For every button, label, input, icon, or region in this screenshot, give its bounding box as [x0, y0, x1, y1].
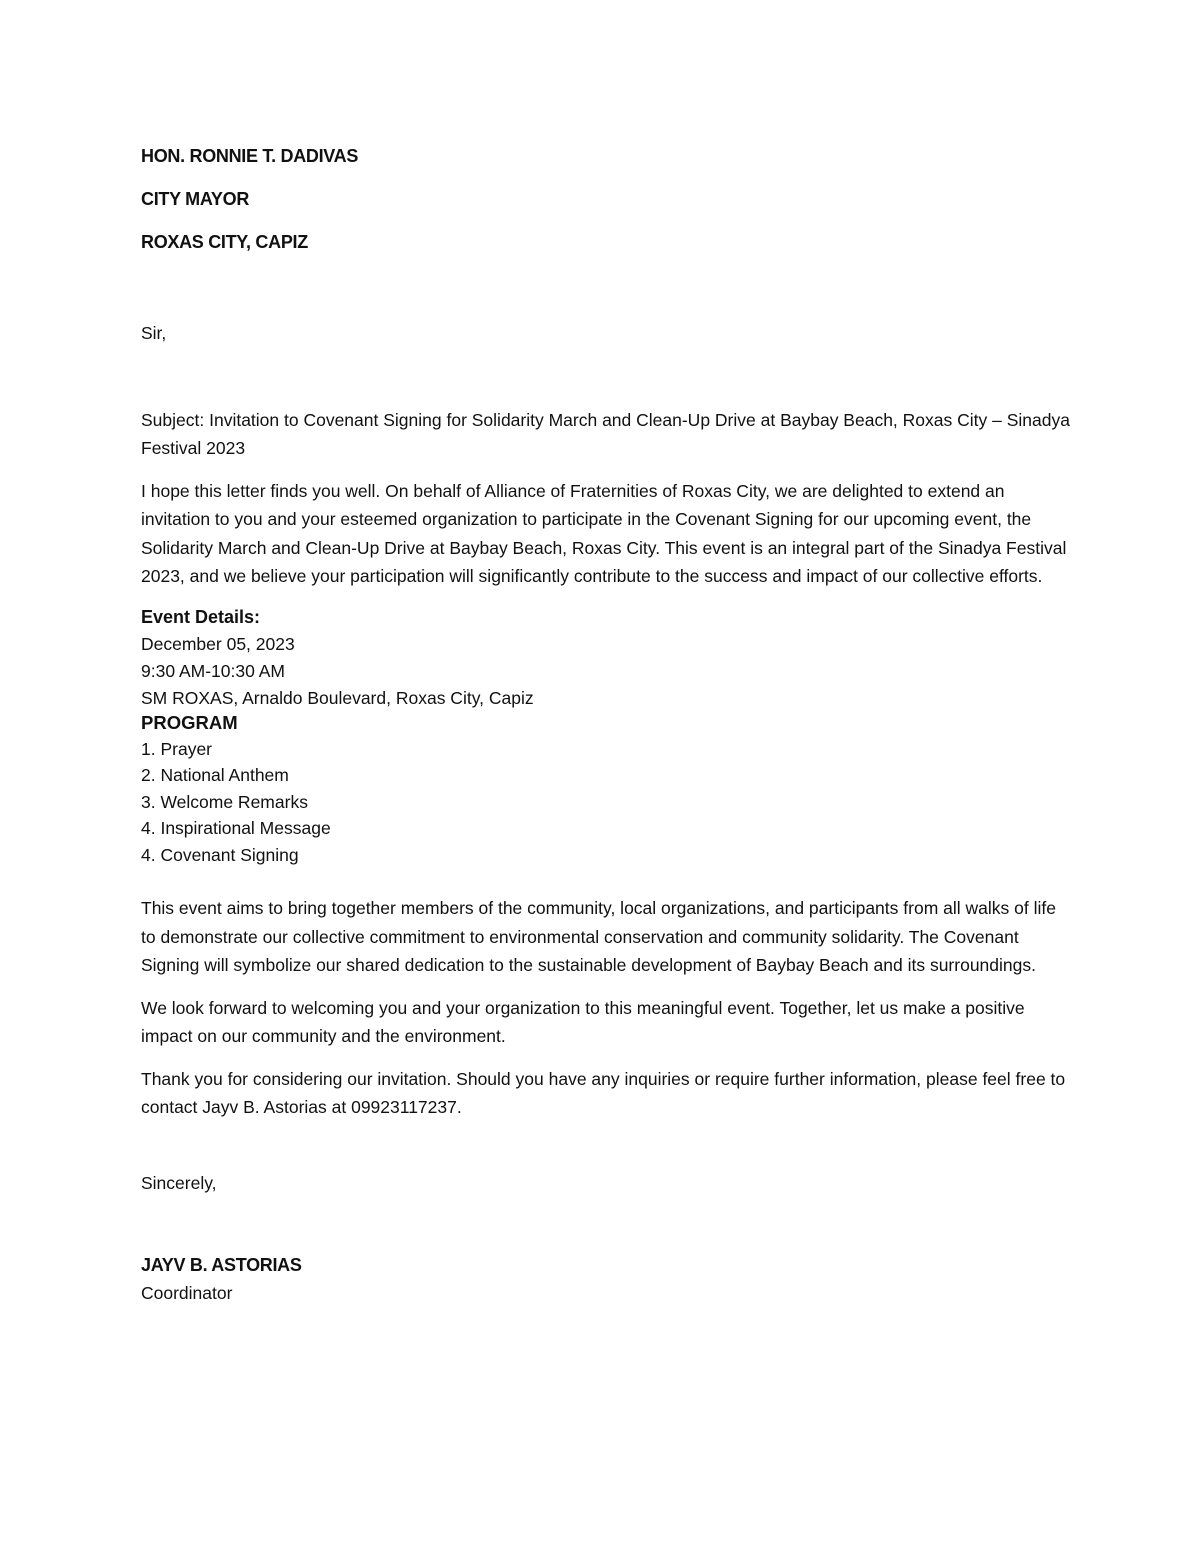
recipient-title: CITY MAYOR: [141, 189, 250, 209]
program-item: 2. National Anthem: [141, 765, 289, 785]
recipient-location: ROXAS CITY, CAPIZ: [141, 232, 308, 252]
event-details: [141, 603, 1071, 712]
program-section: [141, 710, 1071, 869]
program-item: 1. Prayer: [141, 738, 212, 759]
event-date: December 05, 2023: [141, 633, 295, 654]
signer-name: JAYV B. ASTORIAS: [141, 1255, 302, 1275]
subject-line: Subject: Invitation to Covenant Signing for Solidarity March and Clean-Up Drive at Baybay Beach, Roxas City – Sinadya Festival 2023: [141, 409, 1070, 458]
recipient-block: [141, 142, 1071, 256]
salutation: Sir,: [141, 323, 167, 343]
program-list: [141, 736, 1071, 869]
aims-paragraph: This event aims to bring together members of the community, local organizations, and participants from all walks of life to demonstrate our collective commitment to environmental conservation and community solidarity. The Covenant Signing will symbolize our shared dedication to the sustainable development of Baybay Beach and its surroundings.: [141, 898, 1056, 975]
look-forward-paragraph: We look forward to welcoming you and your organization to this meaningful event. Together, let us make a positive impact on our community and the environment.: [141, 997, 1025, 1046]
program-heading: PROGRAM: [141, 711, 238, 733]
letter-content: [141, 142, 1071, 1307]
program-item: 4. Inspirational Message: [141, 818, 331, 838]
signer-title: Coordinator: [141, 1283, 233, 1303]
program-item: 4. Covenant Signing: [141, 844, 299, 865]
event-time: 9:30 AM-10:30 AM: [141, 660, 285, 681]
event-details-heading: Event Details:: [141, 606, 261, 627]
program-item: 3. Welcome Remarks: [141, 791, 308, 812]
recipient-name: HON. RONNIE T. DADIVAS: [141, 146, 359, 166]
signature-block: [141, 1251, 1071, 1307]
event-venue: SM ROXAS, Arnaldo Boulevard, Roxas City, Capiz: [141, 687, 534, 708]
thanks-paragraph: Thank you for considering our invitation. Should you have any inquiries or require further information, please feel free to contact Jayv B. Astorias at 09923117237.: [141, 1068, 1066, 1117]
intro-paragraph: I hope this letter finds you well. On behalf of Alliance of Fraternities of Roxas City, we are delighted to extend an invitation to you and your esteemed organization to participate in the Covenant Signing for our upcoming event, the Solidarity March and Clean-Up Drive at Baybay Beach, Roxas City. This event is an integral part of the Sinadya Festival 2023, and we believe your participation will significantly contribute to the success and impact of our collective efforts.: [141, 480, 1067, 586]
closing: Sincerely,: [141, 1172, 217, 1193]
